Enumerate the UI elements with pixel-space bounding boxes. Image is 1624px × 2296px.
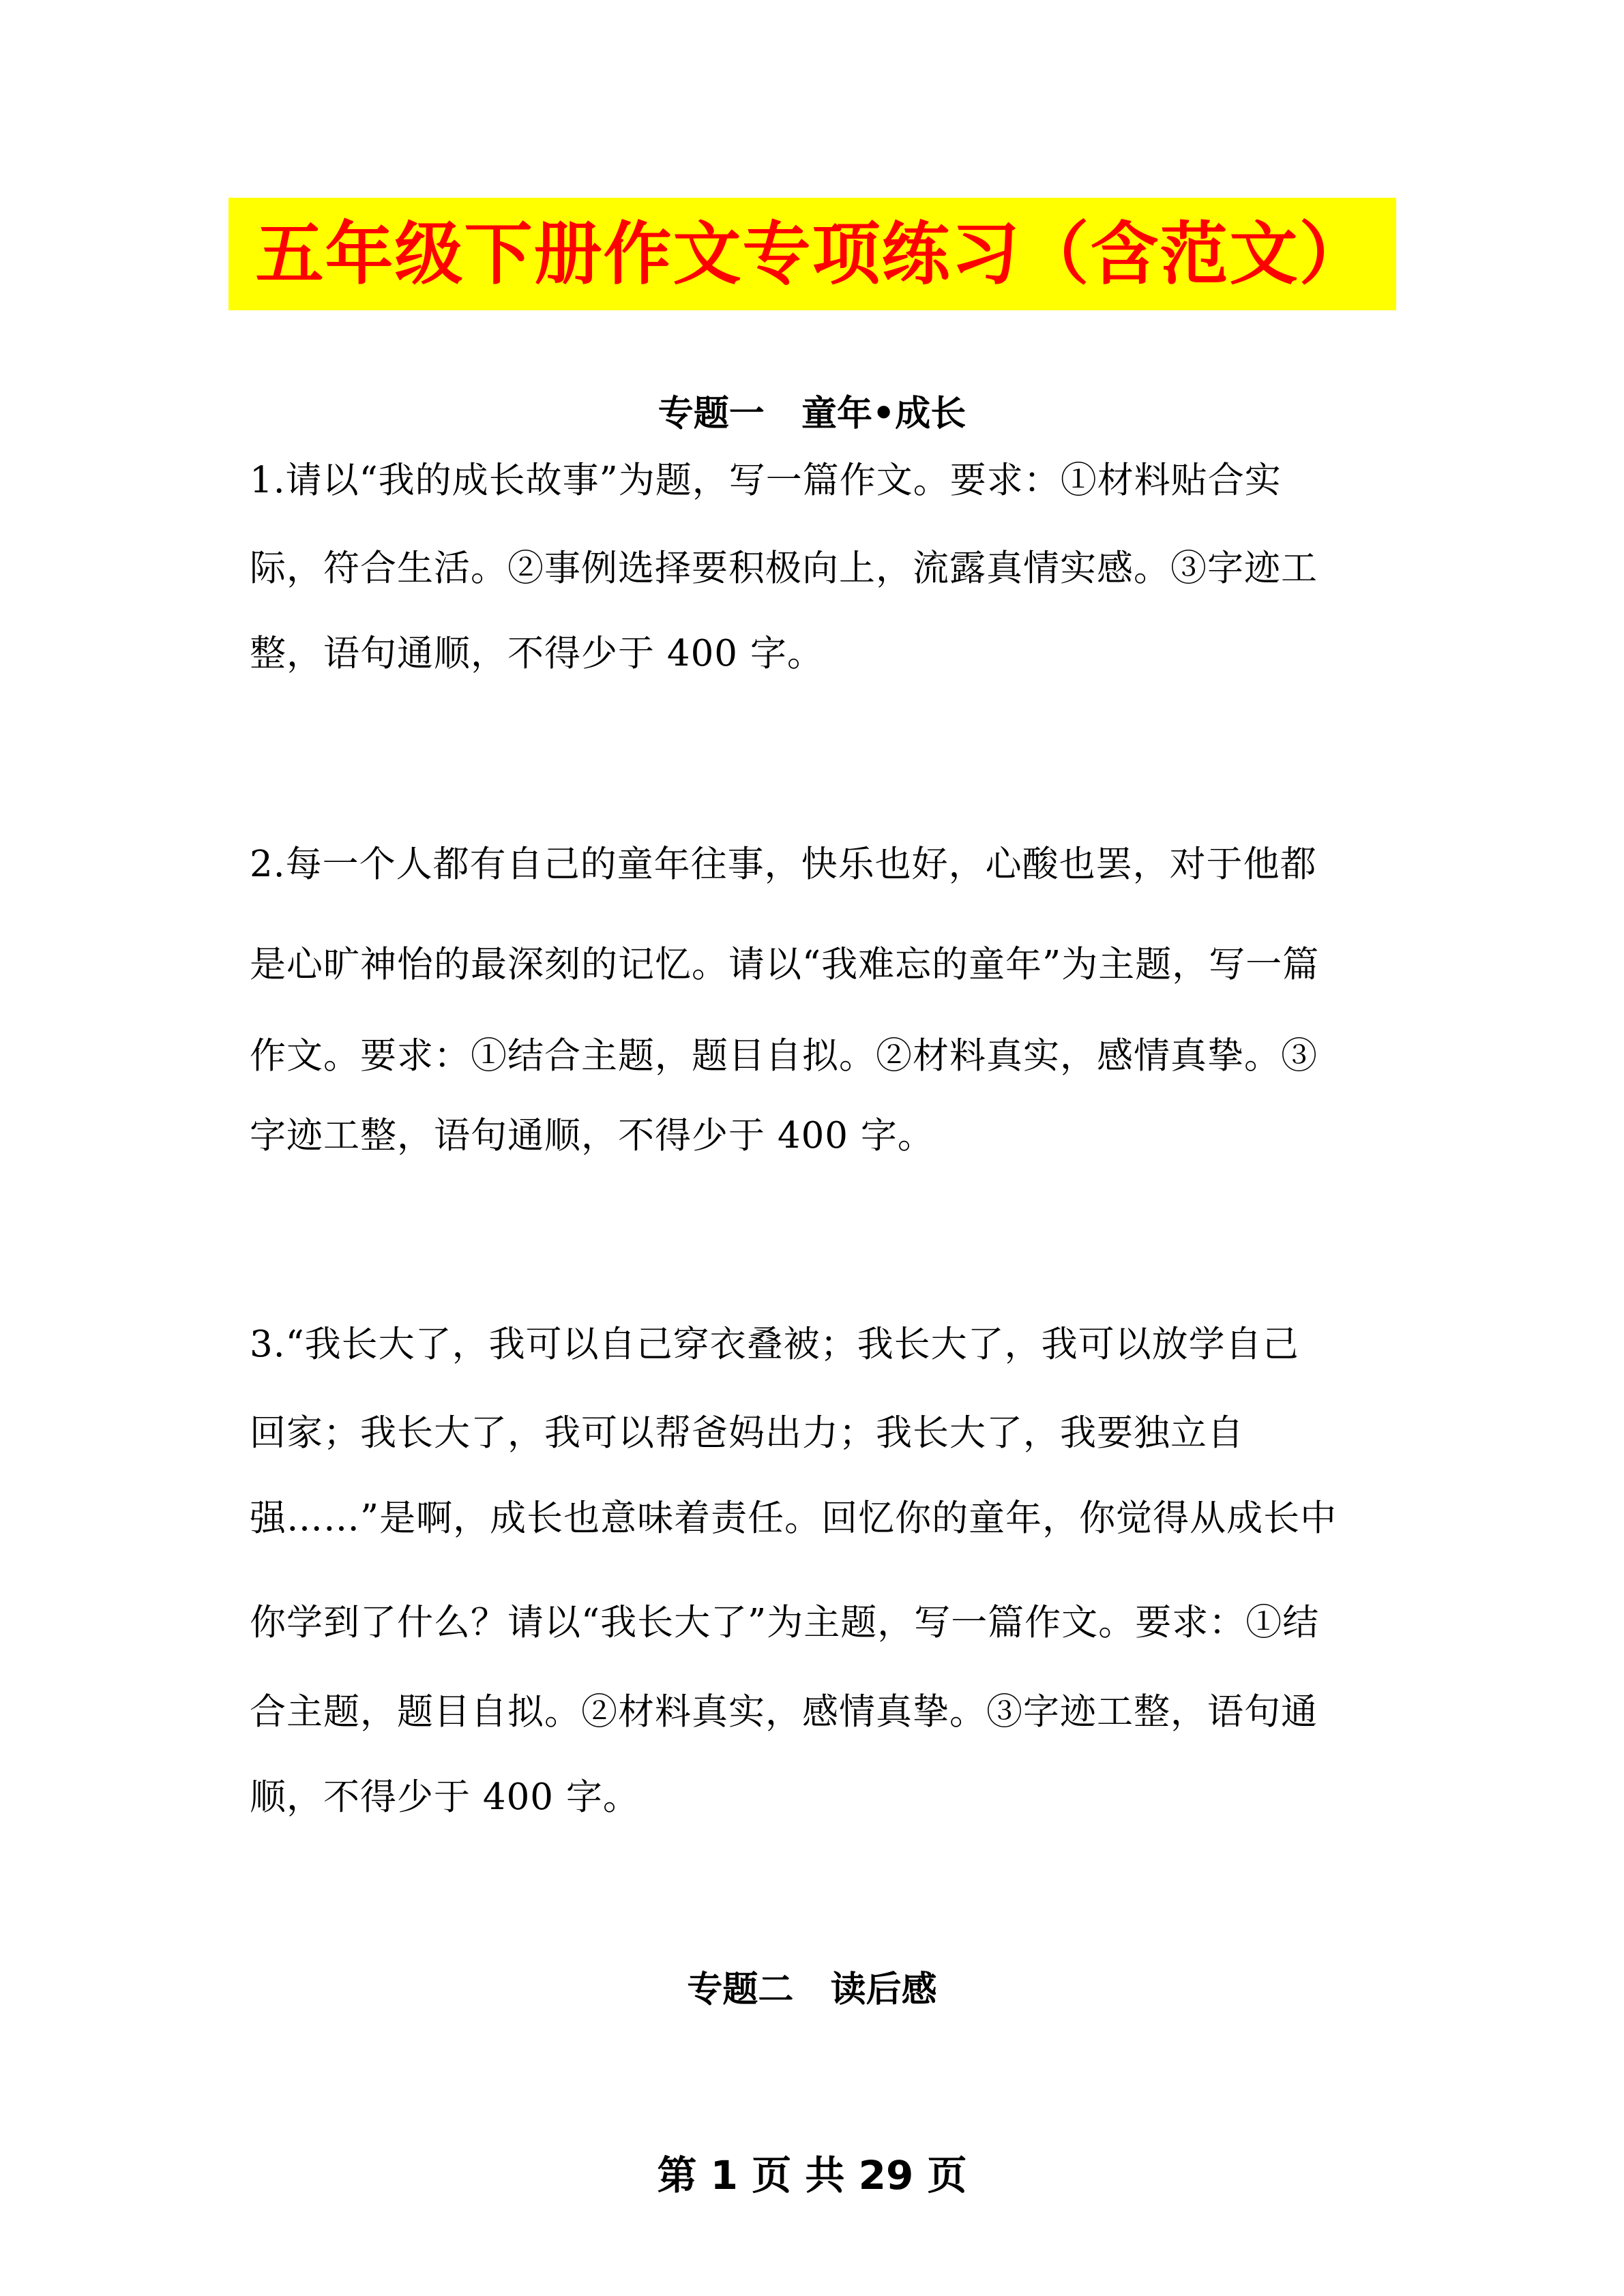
document-title: 五年级下册作文专项练习（含范文） xyxy=(228,198,1396,310)
prompt-2 xyxy=(250,841,1389,1160)
prompt-2-line-4: 字迹工整，语句通顺，不得少于 400 字。 xyxy=(250,1115,934,1157)
prompt-1-line-2: 际，符合生活。②事例选择要积极向上，流露真情实感。③字迹工 xyxy=(250,548,1318,589)
prompt-2-line-1: 2.每一个人都有自己的童年往事，快乐也好，心酸也罢，对于他都 xyxy=(250,844,1317,885)
prompt-3-line-4: 你学到了什么？请以“我长大了”为主题，写一篇作文。要求：①结 xyxy=(250,1602,1320,1643)
prompt-1-line-1: 1.请以“我的成长故事”为题，写一篇作文。要求：①材料贴合实 xyxy=(250,460,1282,501)
prompt-3-line-2: 回家；我长大了，我可以帮爸妈出力；我长大了，我要独立自 xyxy=(250,1412,1244,1454)
prompt-3-line-6: 顺，不得少于 400 字。 xyxy=(250,1776,640,1818)
prompt-1-line-3: 整，语句通顺，不得少于 400 字。 xyxy=(250,633,824,674)
prompt-2-line-2: 是心旷神怡的最深刻的记忆。请以“我难忘的童年”为主题，写一篇 xyxy=(250,944,1320,985)
section-heading-2-text: 专题二 读后感 xyxy=(687,1969,937,2010)
prompt-3-line-5: 合主题，题目自拟。②材料真实，感情真挚。③字迹工整，语句通 xyxy=(250,1691,1318,1733)
prompt-3-line-1: 3.“我长大了，我可以自己穿衣叠被；我长大了，我可以放学自己 xyxy=(250,1324,1299,1365)
prompt-3 xyxy=(250,1321,1389,1821)
prompt-1 xyxy=(250,457,1389,678)
section-heading-2 xyxy=(0,1966,1624,2014)
section-heading-1-text: 专题一 童年•成长 xyxy=(658,393,966,434)
page-number-footer: 第 1 页 共 29 页 xyxy=(657,2152,967,2198)
prompt-2-line-3: 作文。要求：①结合主题，题目自拟。②材料真实，感情真挚。③ xyxy=(250,1035,1318,1077)
title-container xyxy=(0,198,1624,310)
prompt-3-line-3: 强……”是啊，成长也意味着责任。回忆你的童年，你觉得从成长中 xyxy=(250,1497,1338,1539)
section-heading-1 xyxy=(0,390,1624,438)
